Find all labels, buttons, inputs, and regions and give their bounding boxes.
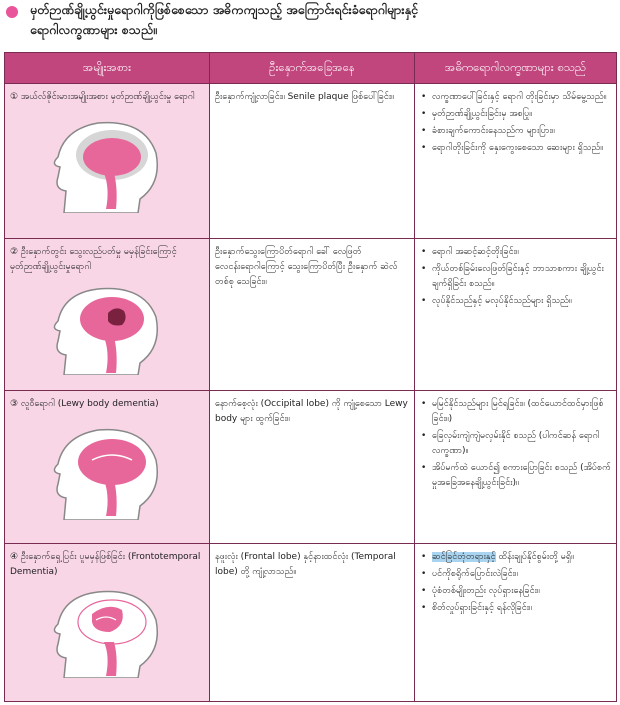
list-item-rest: ထိန်းချုပ်နိုင်စွမ်းတို့ မရှိ။ bbox=[495, 552, 574, 562]
page-title-line-2: ရောဂါလက္ခဏာများ စသည်။ bbox=[30, 22, 157, 37]
table-header-row bbox=[5, 53, 617, 84]
column-header-brain-condition: ဦးနှောက်အခြေအနေ bbox=[210, 53, 415, 84]
column-header-symptoms: အဓိကရောဂါလက္ခဏာများ စသည် bbox=[415, 53, 617, 84]
list-item: • စိတ်လှုပ်ရှားခြင်းနှင့် ရန်လိုခြင်း။ bbox=[430, 601, 611, 616]
symptoms-cell bbox=[415, 391, 617, 544]
symptom-list bbox=[420, 90, 611, 156]
symptoms-cell bbox=[415, 544, 617, 702]
table-row bbox=[5, 84, 617, 239]
dementia-types-table bbox=[4, 52, 617, 702]
list-item: • ရောဂါတိုးခြင်းကို နှေးကွေးစေသော ဆေးများ ရှိသည်။ bbox=[430, 141, 611, 156]
type-label: ④ ဦးနှောက်ရှေ့ပြင်း ပူမမှန်ဖြစ်ခြင်း (Frontotemporal Dementia) bbox=[10, 552, 201, 577]
list-item: • ခံစားချက်ကောင်းနေသည်က များပြား။ bbox=[430, 124, 611, 139]
column-header-type: အမျိုးအစား bbox=[5, 53, 210, 84]
lewy-body-head-illustration bbox=[52, 420, 162, 520]
type-label: ① အယ်လ်ဇိုင်းမားအမျိုးအစား မှတ်ဉာဏ်ချို့ယွင်းမှု ရောဂါ bbox=[10, 92, 195, 102]
symptom-list bbox=[420, 550, 611, 616]
list-item: • အိပ်မက်ထဲ ယောင်၍ စကားပြောခြင်း စသည် (အိပ်စက်မှုအခြေအနေချို့ယွင်းခြင်း)။ bbox=[430, 461, 611, 491]
highlighted-text: ဆင်ခြင်တုံတရားနှင့် bbox=[432, 552, 496, 562]
type-cell bbox=[5, 391, 210, 544]
list-item: • လက္ခဏာပေါ်ခြင်းနှင့် ရောဂါ တိုးခြင်းမှာ သိမ်မွေ့သည်။ bbox=[430, 90, 611, 105]
type-label: ③ လူဝီရောဂါ (Lewy body dementia) bbox=[10, 399, 159, 409]
list-item: • မှတ်ဉာဏ်ချို့ယွင်းခြင်းမှ အစပြု။ bbox=[430, 107, 611, 122]
list-item: • ပုံစံတစ်မျိုးတည်း လုပ်ရှားနေခြင်း။ bbox=[430, 584, 611, 599]
table-row bbox=[5, 239, 617, 391]
brain-condition-cell: နဖူးလုံး (Frontal lobe) နှင့်နားထင်လုံး (Temporal lobe) တို့ ကျုံ့လာသည်။ bbox=[210, 544, 415, 702]
page-title-line-1: မှတ်ဉာဏ်ချို့ယွင်းမှုရောဂါကိုဖြစ်စေသော အဓိကကျသည့် အကြောင်းရင်းခံရောဂါများနှင့် bbox=[30, 2, 418, 17]
table-row bbox=[5, 544, 617, 702]
list-item: • မမြင်နိုင်သည်များ မြင်ရခြင်း။ (ထင်ယောင်ထင်မှားဖြစ်ခြင်း။) bbox=[430, 397, 611, 427]
list-item: • ရောဂါ အဆင့်ဆင့်တိုးခြင်း။ bbox=[430, 245, 611, 260]
symptoms-cell bbox=[415, 239, 617, 391]
type-cell bbox=[5, 84, 210, 239]
symptom-list bbox=[420, 245, 611, 309]
alzheimer-head-illustration bbox=[52, 113, 162, 213]
list-item: • ပင်ကိုစရိုက်ပြောင်းလဲခြင်း။ bbox=[430, 567, 611, 582]
list-item: • လုပ်နိုင်သည်နှင့် မလုပ်နိုင်သည်များ ရှိသည်။ bbox=[430, 294, 611, 309]
table-row bbox=[5, 391, 617, 544]
list-item: • ကိုယ်တစ်ခြမ်းလေဖြတ်ခြင်းနှင့် ဘာသာစကား ချို့ယွင်းချက်ရှိခြင်း စသည်။ bbox=[430, 262, 611, 292]
brain-condition-cell: နောက်စေ့လုံး (Occipital lobe) ကို ကျုံ့စေသော Lewy body များ ထွက်ခြင်း။ bbox=[210, 391, 415, 544]
list-item bbox=[430, 550, 611, 565]
type-cell bbox=[5, 239, 210, 391]
symptoms-cell bbox=[415, 84, 617, 239]
type-cell bbox=[5, 544, 210, 702]
frontotemporal-head-illustration bbox=[52, 588, 162, 678]
page-header bbox=[0, 0, 620, 52]
list-item: • ခြေလှမ်းကျဲကျဲမလှမ်းနိုင် စသည် (ပါကင်ဆန် ရောဂါလက္ခဏာ)။ bbox=[430, 429, 611, 459]
symptom-list bbox=[420, 397, 611, 491]
brain-condition-cell: ဦးနှောက်သွေးကြောပိတ်ရောဂါ ခေါ် လေဖြတ် လေငန်းရောဂါကြောင့် သွေးကြောပိတ်ပြီး ဦးနှောက် ဆဲလ်တစ်စု သေခြင်း။ bbox=[210, 239, 415, 391]
type-label: ② ဦးနှောက်တွင်း သွေးလည်ပတ်မှု မမှန်ခြင်းကြောင့် မှတ်ဉာဏ်ချို့ယွင်းမှုရောဂါ bbox=[10, 247, 177, 272]
pink-bullet-icon bbox=[6, 6, 18, 18]
brain-condition-cell: ဦးနှောက်ကျုံ့လာခြင်း။ Senile plaque ဖြစ်ပေါ်ခြင်း။ bbox=[210, 84, 415, 239]
vascular-head-illustration bbox=[52, 283, 162, 375]
